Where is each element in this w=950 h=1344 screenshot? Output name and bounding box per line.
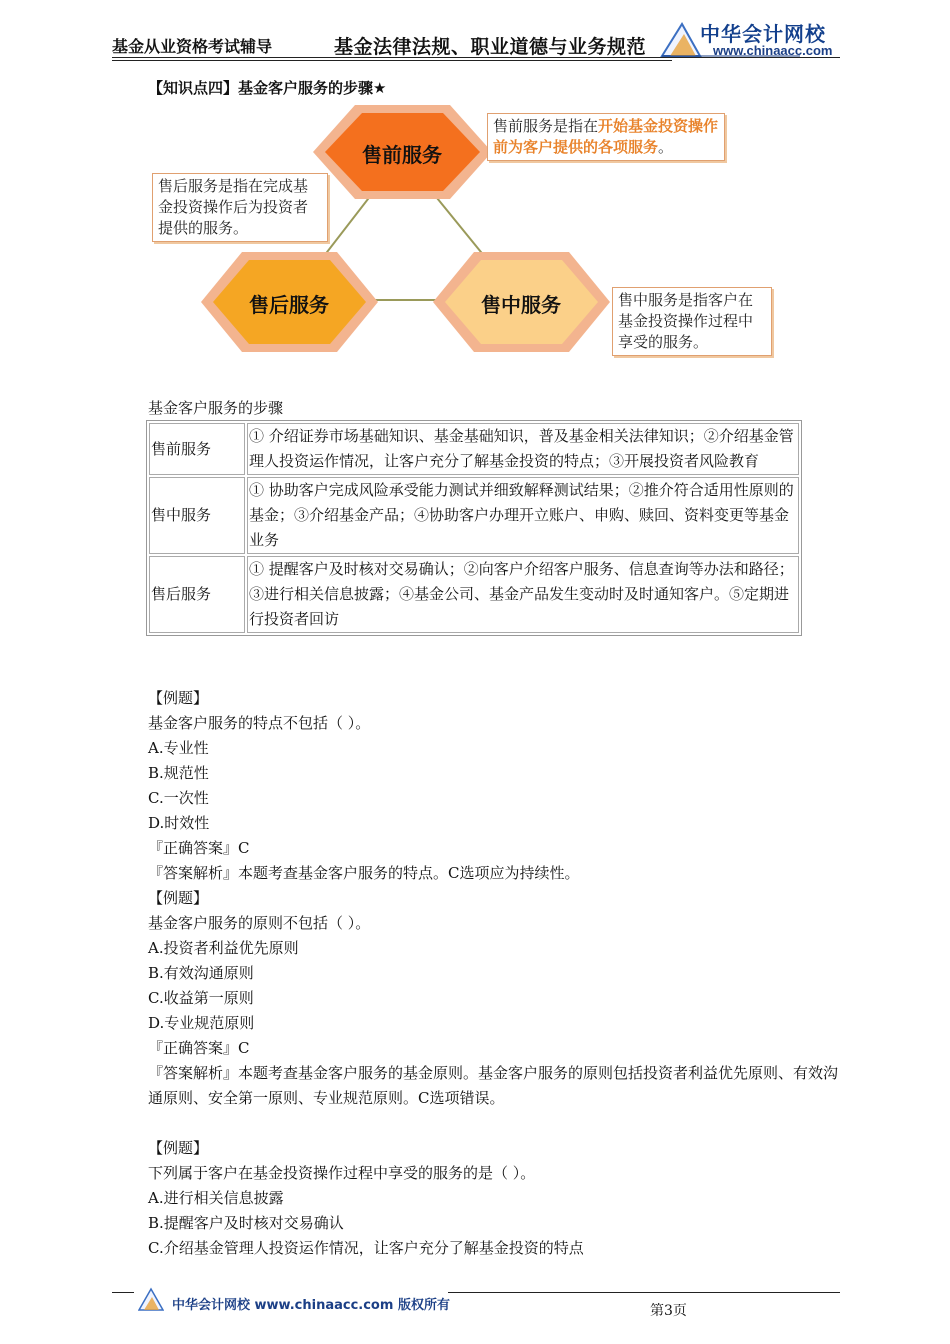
option-c: C.一次性 <box>148 789 209 807</box>
row-description: ① 协助客户完成风险承受能力测试并细致解释测试结果；②推介符合适用性原则的基金；③介绍基金产品；④协助客户办理开立账户、申购、赎回、资料变更等基金业务 <box>247 477 799 554</box>
header-rule-secondary <box>112 60 672 61</box>
hex-post-label: 售后服务 <box>249 293 329 317</box>
callout-pre-text: 售前服务是指在 <box>493 117 599 135</box>
option-a: A.进行相关信息披露 <box>148 1189 284 1207</box>
example-question: 基金客户服务的特点不包括（ ）。 <box>148 714 371 732</box>
row-stage: 售前服务 <box>149 423 245 475</box>
option-a: A.专业性 <box>148 739 209 757</box>
example-tag: 【例题】 <box>148 1139 209 1157</box>
callout-pre-highlight: 开始基金投资操作前为客户提供的各项服务 <box>493 117 719 156</box>
correct-answer: 『正确答案』C <box>148 1039 250 1057</box>
answer-analysis: 『答案解析』本题考查基金客户服务的基金原则。基金客户服务的原则包括投资者利益优先原则、有效沟通原则、安全第一原则、专业规范原则。C选项错误。 <box>148 1064 839 1107</box>
example-1 <box>148 686 579 886</box>
hex-pre-label: 售前服务 <box>362 143 442 167</box>
correct-answer: 『正确答案』C <box>148 839 250 857</box>
table-caption: 基金客户服务的步骤 <box>148 399 284 417</box>
row-stage: 售中服务 <box>149 477 245 554</box>
hex-mid-label: 售中服务 <box>481 293 561 317</box>
footer-rule-left <box>112 1292 134 1293</box>
footer-copyright: 中华会计网校 www.chinaacc.com 版权所有 <box>172 1298 450 1313</box>
page-number: 第3页 <box>650 1303 687 1319</box>
logo-text: 中华会计网校 <box>700 22 826 46</box>
table-row <box>149 423 799 475</box>
example-question: 基金客户服务的原则不包括（ ）。 <box>148 914 371 932</box>
option-b: B.规范性 <box>148 764 209 782</box>
callout-mid: 售中服务是指客户在基金投资操作过程中享受的服务。 <box>612 287 772 356</box>
logo-url: www.chinaacc.com <box>713 43 833 58</box>
header-subject-title: 基金法律法规、职业道德与业务规范 <box>334 36 647 58</box>
example-question: 下列属于客户在基金投资操作过程中享受的服务的是（ ）。 <box>148 1164 536 1182</box>
table-row <box>149 477 799 554</box>
section-title: 【知识点四】基金客户服务的步骤★ <box>148 79 387 97</box>
callout-post: 售后服务是指在完成基金投资操作后为投资者提供的服务。 <box>152 173 328 242</box>
row-description: ① 介绍证券市场基础知识、基金基础知识，普及基金相关法律知识；②介绍基金管理人投资运作情况，让客户充分了解基金投资的特点；③开展投资者风险教育 <box>247 423 799 475</box>
header-course-title: 基金从业资格考试辅导 <box>112 37 273 56</box>
option-c: C.介绍基金管理人投资运作情况，让客户充分了解基金投资的特点 <box>148 1239 584 1257</box>
option-d: D.专业规范原则 <box>148 1014 255 1032</box>
answer-analysis: 『答案解析』本题考查基金客户服务的特点。C选项应为持续性。 <box>148 864 580 882</box>
row-stage: 售后服务 <box>149 556 245 633</box>
footer-logo-icon <box>138 1286 164 1312</box>
option-c: C.收益第一原则 <box>148 989 254 1007</box>
callout-pre-end: 。 <box>658 138 674 156</box>
callout-pre <box>487 113 725 161</box>
table-row <box>149 556 799 633</box>
example-3 <box>148 1136 584 1261</box>
example-tag: 【例题】 <box>148 689 209 707</box>
option-b: B.提醒客户及时核对交易确认 <box>148 1214 344 1232</box>
option-a: A.投资者利益优先原则 <box>148 939 299 957</box>
option-d: D.时效性 <box>148 814 210 832</box>
example-tag: 【例题】 <box>148 889 209 907</box>
example-2 <box>148 886 838 1111</box>
option-b: B.有效沟通原则 <box>148 964 254 982</box>
service-steps-table <box>146 420 802 636</box>
service-steps-diagram <box>140 95 800 375</box>
row-description: ① 提醒客户及时核对交易确认；②向客户介绍客户服务、信息查询等办法和路径；③进行相关信息披露；④基金公司、基金产品发生变动时及时通知客户。⑤定期进行投资者回访 <box>247 556 799 633</box>
footer-rule-right <box>448 1292 840 1293</box>
